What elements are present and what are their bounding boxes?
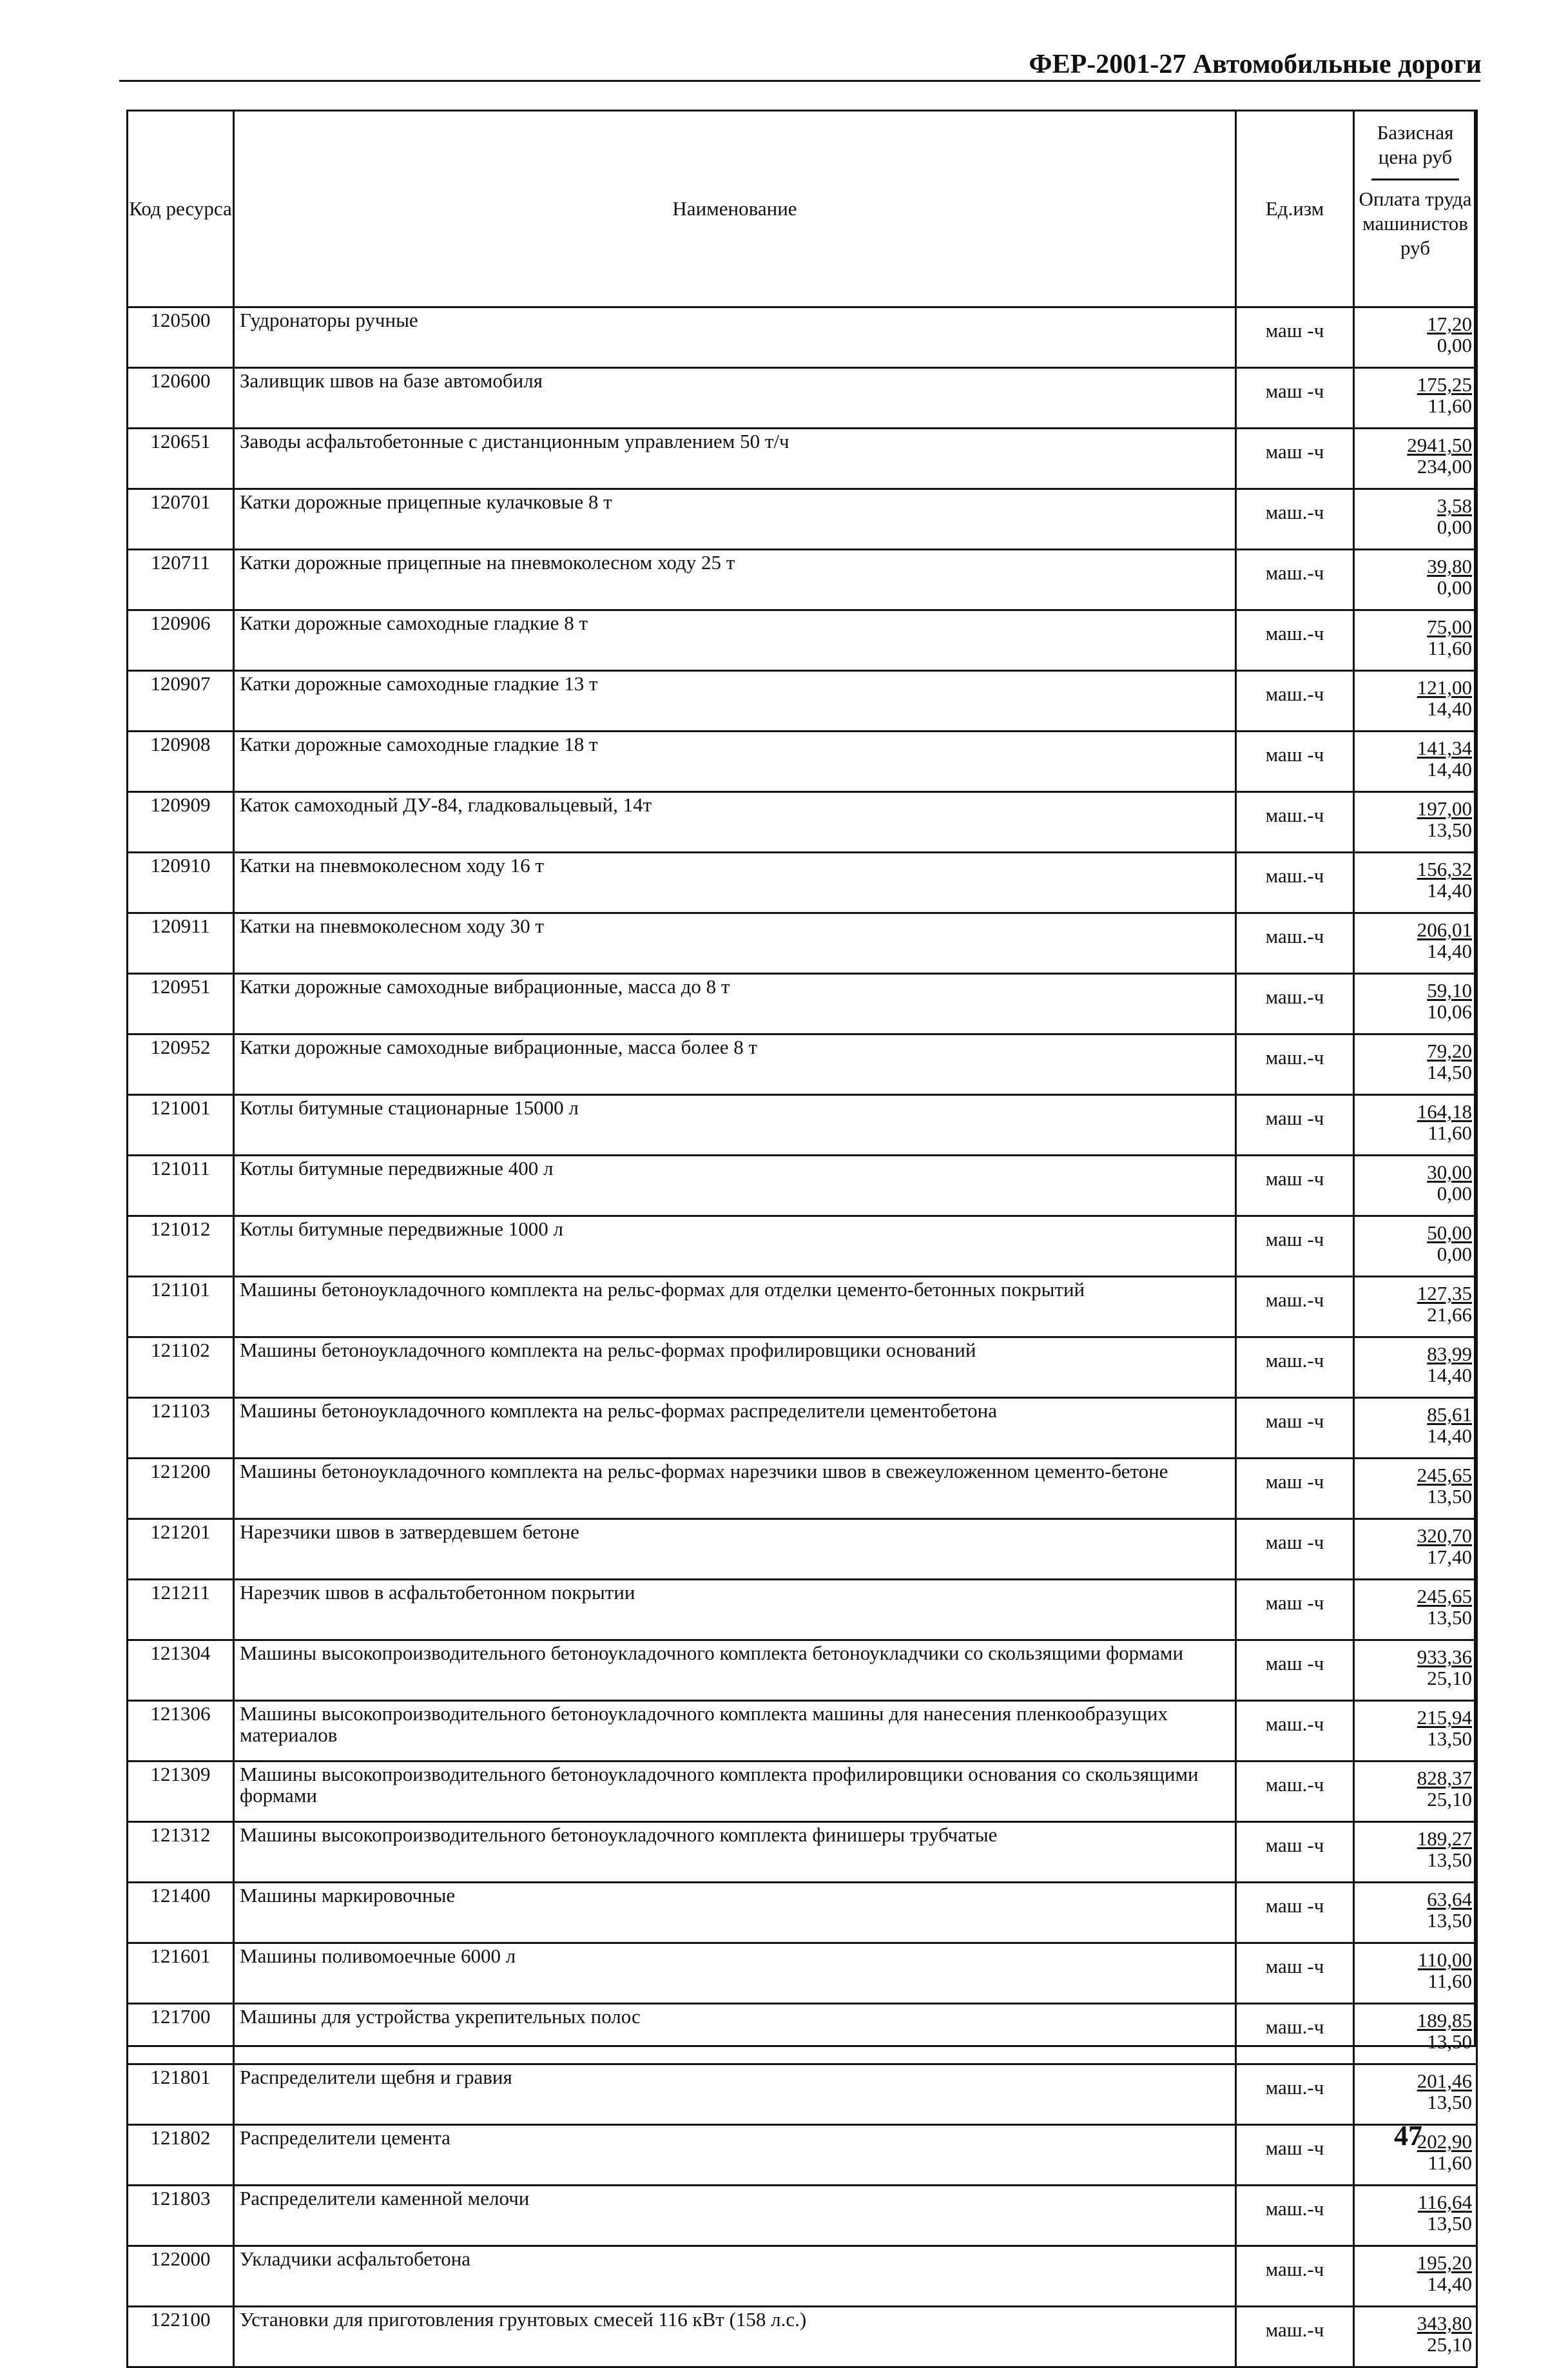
price-cell: [1354, 2186, 1477, 2246]
resource-code: 121012: [128, 1216, 234, 1277]
resource-code: 121400: [128, 1883, 234, 1943]
table-row: [128, 732, 1477, 792]
table-row: [128, 671, 1477, 732]
unit-of-measure: маш.-ч: [1236, 2064, 1354, 2125]
resource-code: 120906: [128, 610, 234, 671]
price-cell: [1354, 1640, 1477, 1701]
operator-labor-pay: 13,50: [1427, 1909, 1472, 1932]
resource-name: Котлы битумные стационарные 15000 л: [234, 1095, 1236, 1156]
operator-labor-pay: 11,60: [1428, 637, 1472, 659]
unit-of-measure: маш.-ч: [1236, 2307, 1354, 2367]
price-cell: [1354, 1580, 1477, 1640]
resource-code: 120500: [128, 307, 234, 368]
base-price: 83,99: [1427, 1343, 1472, 1365]
price-cell: [1354, 671, 1477, 732]
table-row: [128, 368, 1477, 429]
price-cell: [1354, 1943, 1477, 2004]
price-cell: [1354, 1519, 1477, 1580]
unit-of-measure: маш -ч: [1236, 429, 1354, 489]
resource-code: 121309: [128, 1761, 234, 1822]
operator-labor-pay: 21,66: [1427, 1303, 1472, 1326]
table-row: [128, 1277, 1477, 1337]
base-price: 50,00: [1427, 1221, 1472, 1244]
unit-of-measure: маш -ч: [1236, 1822, 1354, 1883]
unit-of-measure: маш -ч: [1236, 1943, 1354, 2004]
price-cell: [1354, 1277, 1477, 1337]
base-price: 110,00: [1417, 1948, 1472, 1971]
base-price: 202,90: [1417, 2130, 1472, 2153]
price-cell: [1354, 1883, 1477, 1943]
base-price: 245,65: [1417, 1585, 1472, 1607]
base-price: 2941,50: [1407, 434, 1472, 456]
resource-name: Установки для приготовления грунтовых смесей 116 кВт (158 л.с.): [234, 2307, 1236, 2367]
unit-of-measure: маш.-ч: [1236, 550, 1354, 610]
price-cell: [1354, 2064, 1477, 2125]
table-row: [128, 429, 1477, 489]
unit-of-measure: маш -ч: [1236, 307, 1354, 368]
base-price: 206,01: [1417, 918, 1472, 941]
price-cell: [1354, 2246, 1477, 2307]
resource-code: 120908: [128, 732, 234, 792]
operator-labor-pay: 13,50: [1427, 2212, 1472, 2235]
table-row: [128, 1398, 1477, 1459]
unit-of-measure: маш.-ч: [1236, 1701, 1354, 1761]
base-price: 79,20: [1427, 1040, 1472, 1062]
resource-code: 121304: [128, 1640, 234, 1701]
unit-of-measure: маш -ч: [1236, 368, 1354, 429]
resource-name: Нарезчик швов в асфальтобетонном покрытии: [234, 1580, 1236, 1640]
price-cell: [1354, 1701, 1477, 1761]
operator-labor-pay: 25,10: [1427, 2333, 1472, 2356]
resource-code: 121101: [128, 1277, 234, 1337]
price-cell: [1354, 1822, 1477, 1883]
resource-name: Катки дорожные самоходные гладкие 13 т: [234, 671, 1236, 732]
unit-of-measure: маш.-ч: [1236, 489, 1354, 550]
base-price: 127,35: [1417, 1282, 1472, 1305]
resource-code: 121700: [128, 2004, 234, 2064]
column-header-code: Код ресурса: [128, 111, 234, 307]
operator-labor-pay: 14,40: [1427, 2273, 1472, 2295]
resource-name: Машины бетоноукладочного комплекта на рельс-формах для отделки цементо-бетонных покрытий: [234, 1277, 1236, 1337]
resource-code: 121011: [128, 1156, 234, 1216]
resource-name: Котлы битумные передвижные 400 л: [234, 1156, 1236, 1216]
price-cell: [1354, 913, 1477, 974]
price-cell: [1354, 1156, 1477, 1216]
resource-code: 120951: [128, 974, 234, 1034]
unit-of-measure: маш.-ч: [1236, 2246, 1354, 2307]
resource-code: 121312: [128, 1822, 234, 1883]
resource-name: Укладчики асфальтобетона: [234, 2246, 1236, 2307]
base-price: 63,64: [1427, 1888, 1472, 1910]
price-cell: [1354, 1095, 1477, 1156]
unit-of-measure: маш.-ч: [1236, 671, 1354, 732]
resource-price-table: [126, 110, 1478, 2368]
page-number: 47: [1394, 2120, 1422, 2151]
resource-code: 121211: [128, 1580, 234, 1640]
table-row: [128, 974, 1477, 1034]
resource-name: Заливщик швов на базе автомобиля: [234, 368, 1236, 429]
operator-labor-pay: 234,00: [1417, 455, 1472, 478]
header-rule: [119, 80, 1480, 82]
table-row: [128, 1156, 1477, 1216]
resource-name: Распределители цемента: [234, 2125, 1236, 2186]
resource-code: 121103: [128, 1398, 234, 1459]
table-row: [128, 2064, 1477, 2125]
table-row: [128, 2186, 1477, 2246]
operator-labor-pay: 14,40: [1427, 697, 1472, 720]
resource-name: Катки дорожные самоходные гладкие 8 т: [234, 610, 1236, 671]
unit-of-measure: маш -ч: [1236, 1519, 1354, 1580]
resource-name: Заводы асфальтобетонные с дистанционным управлением 50 т/ч: [234, 429, 1236, 489]
table-row: [128, 550, 1477, 610]
operator-labor-pay: 0,00: [1437, 1182, 1472, 1205]
resource-name: Машины высокопроизводительного бетоноукладочного комплекта машины для нанесения пленкообразущих материалов: [234, 1701, 1236, 1761]
resource-code: 121200: [128, 1459, 234, 1519]
base-price: 85,61: [1427, 1403, 1472, 1426]
unit-of-measure: маш.-ч: [1236, 1337, 1354, 1398]
table-row: [128, 1761, 1477, 1822]
resource-name: Машины для устройства укрепительных полос: [234, 2004, 1236, 2064]
base-price: 141,34: [1417, 737, 1472, 759]
price-cell: [1354, 853, 1477, 913]
table-header-row: [128, 111, 1477, 307]
table-row: [128, 1095, 1477, 1156]
resource-code: 121803: [128, 2186, 234, 2246]
operator-labor-pay: 14,40: [1427, 940, 1472, 962]
base-price: 195,20: [1417, 2251, 1472, 2274]
resource-name: Распределители каменной мелочи: [234, 2186, 1236, 2246]
base-price: 59,10: [1427, 979, 1472, 1002]
resource-code: 122100: [128, 2307, 234, 2367]
document-header-title: ФЕР-2001-27 Автомобильные дороги: [1029, 50, 1482, 79]
table-row: [128, 1883, 1477, 1943]
resource-code: 120701: [128, 489, 234, 550]
operator-labor-pay: 11,60: [1428, 1121, 1472, 1144]
base-price: 17,20: [1427, 313, 1472, 335]
operator-labor-pay: 13,50: [1427, 1849, 1472, 1871]
operator-labor-pay: 13,50: [1427, 2091, 1472, 2113]
operator-labor-pay: 13,50: [1427, 2030, 1472, 2053]
resource-name: Катки дорожные самоходные вибрационные, масса более 8 т: [234, 1034, 1236, 1095]
price-cell: [1354, 792, 1477, 853]
base-price: 320,70: [1417, 1524, 1472, 1547]
unit-of-measure: маш -ч: [1236, 1883, 1354, 1943]
resource-code: 121001: [128, 1095, 234, 1156]
price-cell: [1354, 1216, 1477, 1277]
resource-name: Машины высокопроизводительного бетоноукладочного комплекта финишеры трубчатые: [234, 1822, 1236, 1883]
resource-name: Машины бетоноукладочного комплекта на рельс-формах профилировщики оснований: [234, 1337, 1236, 1398]
base-price: 189,85: [1417, 2009, 1472, 2032]
unit-of-measure: маш -ч: [1236, 1156, 1354, 1216]
operator-labor-pay: 25,10: [1427, 1667, 1472, 1689]
unit-of-measure: маш.-ч: [1236, 2004, 1354, 2064]
price-cell: [1354, 2004, 1477, 2064]
operator-labor-pay: 14,40: [1427, 1364, 1472, 1386]
resource-name: Катки дорожные прицепные на пневмоколесном ходу 25 т: [234, 550, 1236, 610]
operator-labor-pay: 13,50: [1427, 1727, 1472, 1750]
resource-name: Машины высокопроизводительного бетоноукладочного комплекта бетоноукладчики со скользящими формами: [234, 1640, 1236, 1701]
resource-name: Гудронаторы ручные: [234, 307, 1236, 368]
resource-code: 120909: [128, 792, 234, 853]
unit-of-measure: маш -ч: [1236, 1580, 1354, 1640]
table-row: [128, 1640, 1477, 1701]
unit-of-measure: маш.-ч: [1236, 974, 1354, 1034]
base-price: 3,58: [1437, 494, 1472, 517]
unit-of-measure: маш.-ч: [1236, 1761, 1354, 1822]
column-header-labor-pay: Оплата труда машинистов руб: [1359, 188, 1472, 259]
price-cell: [1354, 550, 1477, 610]
operator-labor-pay: 13,50: [1427, 819, 1472, 841]
resource-name: Распределители щебня и гравия: [234, 2064, 1236, 2125]
price-cell: [1354, 1459, 1477, 1519]
operator-labor-pay: 10,06: [1427, 1000, 1472, 1023]
operator-labor-pay: 14,40: [1427, 1424, 1472, 1447]
resource-name: Машины бетоноукладочного комплекта на рельс-формах нарезчики швов в свежеуложенном цементо-бетоне: [234, 1459, 1236, 1519]
column-header-price: [1354, 111, 1477, 307]
operator-labor-pay: 14,40: [1427, 879, 1472, 902]
base-price: 197,00: [1417, 797, 1472, 820]
resource-name: Каток самоходный ДУ-84, гладковальцевый, 14т: [234, 792, 1236, 853]
table-row: [128, 2004, 1477, 2064]
table-row: [128, 489, 1477, 550]
table-row: [128, 1034, 1477, 1095]
table-row: [128, 2125, 1477, 2186]
operator-labor-pay: 0,00: [1437, 516, 1472, 538]
table-row: [128, 1216, 1477, 1277]
unit-of-measure: маш -ч: [1236, 1095, 1354, 1156]
table-row: [128, 2307, 1477, 2367]
unit-of-measure: маш.-ч: [1236, 913, 1354, 974]
table-row: [128, 1337, 1477, 1398]
operator-labor-pay: 17,40: [1427, 1546, 1472, 1568]
resource-code: 120600: [128, 368, 234, 429]
resource-name: Машины поливомоечные 6000 л: [234, 1943, 1236, 2004]
resource-name: Катки дорожные прицепные кулачковые 8 т: [234, 489, 1236, 550]
base-price: 175,25: [1417, 373, 1472, 396]
price-cell: [1354, 2307, 1477, 2367]
resource-code: 120907: [128, 671, 234, 732]
base-price: 116,64: [1417, 2191, 1472, 2213]
table-row: [128, 2246, 1477, 2307]
resource-name: Машины высокопроизводительного бетоноукладочного комплекта профилировщики основания со скользящими формами: [234, 1761, 1236, 1822]
resource-code: 121601: [128, 1943, 234, 2004]
unit-of-measure: маш -ч: [1236, 2125, 1354, 2186]
base-price: 75,00: [1427, 616, 1472, 638]
price-cell: [1354, 1761, 1477, 1822]
table-row: [128, 307, 1477, 368]
table-row: [128, 1519, 1477, 1580]
column-header-name: Наименование: [234, 111, 1236, 307]
resource-name: Машины маркировочные: [234, 1883, 1236, 1943]
column-header-base-price: Базисная цена руб: [1371, 112, 1459, 180]
table-row: [128, 1580, 1477, 1640]
resource-code: 120910: [128, 853, 234, 913]
table-row: [128, 1822, 1477, 1883]
unit-of-measure: маш.-ч: [1236, 2186, 1354, 2246]
resource-name: Катки на пневмоколесном ходу 30 т: [234, 913, 1236, 974]
operator-labor-pay: 25,10: [1427, 1788, 1472, 1810]
unit-of-measure: маш -ч: [1236, 1459, 1354, 1519]
operator-labor-pay: 13,50: [1427, 1485, 1472, 1508]
operator-labor-pay: 14,40: [1427, 758, 1472, 781]
operator-labor-pay: 0,00: [1437, 576, 1472, 599]
resource-name: Катки на пневмоколесном ходу 16 т: [234, 853, 1236, 913]
base-price: 121,00: [1417, 676, 1472, 699]
table-row: [128, 1943, 1477, 2004]
unit-of-measure: маш.-ч: [1236, 610, 1354, 671]
operator-labor-pay: 14,50: [1427, 1061, 1472, 1083]
operator-labor-pay: 0,00: [1437, 1243, 1472, 1265]
unit-of-measure: маш.-ч: [1236, 1034, 1354, 1095]
unit-of-measure: маш -ч: [1236, 732, 1354, 792]
resource-code: 121802: [128, 2125, 234, 2186]
operator-labor-pay: 13,50: [1427, 1606, 1472, 1629]
price-cell: [1354, 732, 1477, 792]
operator-labor-pay: 11,60: [1428, 1970, 1472, 1992]
table-row: [128, 792, 1477, 853]
base-price: 343,80: [1417, 2312, 1472, 2334]
price-cell: [1354, 307, 1477, 368]
unit-of-measure: маш.-ч: [1236, 792, 1354, 853]
resource-code: 121201: [128, 1519, 234, 1580]
price-cell: [1354, 1398, 1477, 1459]
price-cell: [1354, 489, 1477, 550]
resource-code: 121801: [128, 2064, 234, 2125]
operator-labor-pay: 11,60: [1428, 2151, 1472, 2174]
table-row: [128, 853, 1477, 913]
resource-code: 120952: [128, 1034, 234, 1095]
resource-code: 120651: [128, 429, 234, 489]
resource-code: 121306: [128, 1701, 234, 1761]
base-price: 933,36: [1417, 1645, 1472, 1668]
price-cell: [1354, 1337, 1477, 1398]
unit-of-measure: маш.-ч: [1236, 853, 1354, 913]
resource-code: 120711: [128, 550, 234, 610]
resource-code: 120911: [128, 913, 234, 974]
price-cell: [1354, 974, 1477, 1034]
base-price: 164,18: [1417, 1100, 1472, 1123]
base-price: 245,65: [1417, 1464, 1472, 1486]
table-row: [128, 1701, 1477, 1761]
resource-name: Катки дорожные самоходные вибрационные, масса до 8 т: [234, 974, 1236, 1034]
base-price: 156,32: [1417, 858, 1472, 880]
base-price: 189,27: [1417, 1827, 1472, 1850]
unit-of-measure: маш -ч: [1236, 1640, 1354, 1701]
resource-name: Котлы битумные передвижные 1000 л: [234, 1216, 1236, 1277]
table-body: [128, 307, 1477, 2367]
operator-labor-pay: 11,60: [1428, 394, 1472, 417]
resource-name: Нарезчики швов в затвердевшем бетоне: [234, 1519, 1236, 1580]
table-row: [128, 1459, 1477, 1519]
unit-of-measure: маш.-ч: [1236, 1277, 1354, 1337]
unit-of-measure: маш -ч: [1236, 1216, 1354, 1277]
base-price: 828,37: [1417, 1767, 1472, 1789]
base-price: 30,00: [1427, 1161, 1472, 1183]
column-header-unit: Ед.изм: [1236, 111, 1354, 307]
resource-code: 121102: [128, 1337, 234, 1398]
resource-name: Машины бетоноукладочного комплекта на рельс-формах распределители цементобетона: [234, 1398, 1236, 1459]
base-price: 215,94: [1417, 1706, 1472, 1729]
price-cell: [1354, 429, 1477, 489]
unit-of-measure: маш -ч: [1236, 1398, 1354, 1459]
table-row: [128, 610, 1477, 671]
price-cell: [1354, 610, 1477, 671]
base-price: 201,46: [1417, 2070, 1472, 2092]
resource-name: Катки дорожные самоходные гладкие 18 т: [234, 732, 1236, 792]
price-cell: [1354, 368, 1477, 429]
base-price: 39,80: [1427, 555, 1472, 577]
operator-labor-pay: 0,00: [1437, 334, 1472, 356]
table-row: [128, 913, 1477, 974]
resource-code: 122000: [128, 2246, 234, 2307]
price-cell: [1354, 1034, 1477, 1095]
